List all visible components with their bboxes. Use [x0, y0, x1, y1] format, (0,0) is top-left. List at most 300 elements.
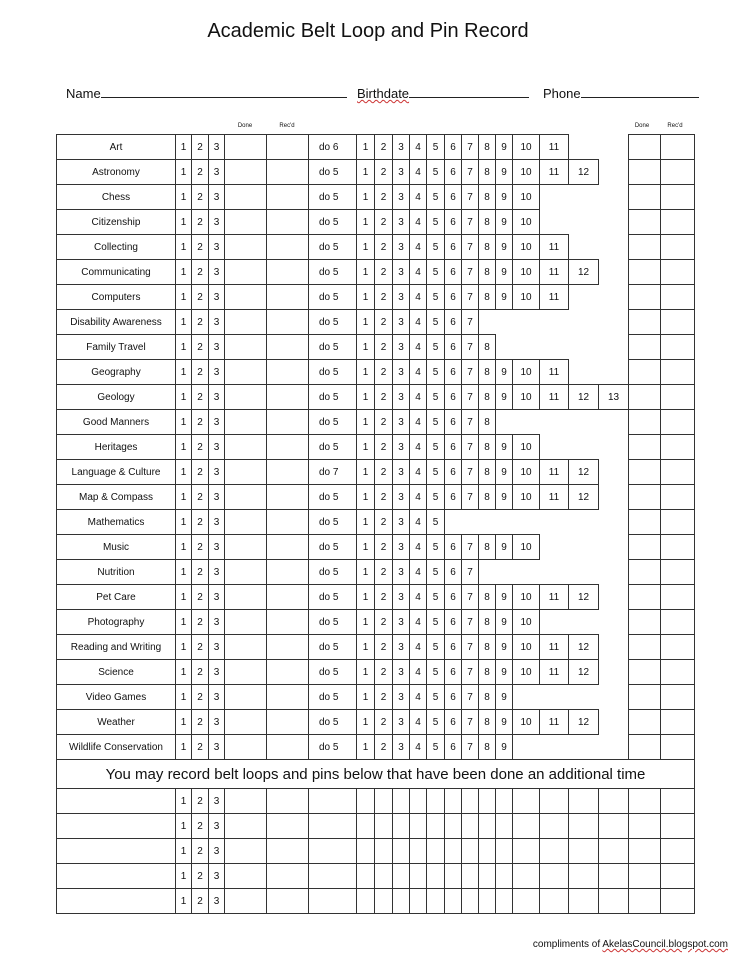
blank-cell[interactable] [357, 789, 375, 814]
pin-done-cell[interactable] [629, 510, 661, 535]
belt-loop-recd-cell[interactable] [267, 335, 309, 360]
blank-cell[interactable] [479, 814, 496, 839]
pin-requirement-5[interactable]: 5 [427, 585, 445, 610]
pin-recd-cell[interactable] [661, 410, 695, 435]
pin-recd-cell[interactable] [661, 610, 695, 635]
belt-loop-recd-cell[interactable] [267, 635, 309, 660]
pin-requirement-5[interactable]: 5 [427, 710, 445, 735]
pin-requirement-4[interactable]: 4 [410, 235, 427, 260]
loop-requirement-1[interactable]: 1 [176, 535, 192, 560]
loop-requirement-1[interactable]: 1 [176, 185, 192, 210]
pin-requirement-8[interactable]: 8 [479, 185, 496, 210]
loop-requirement-3[interactable]: 3 [209, 560, 225, 585]
pin-done-cell[interactable] [629, 135, 661, 160]
pin-requirement-7[interactable]: 7 [462, 535, 479, 560]
pin-requirement-5[interactable]: 5 [427, 635, 445, 660]
pin-requirement-8[interactable]: 8 [479, 285, 496, 310]
pin-requirement-4[interactable]: 4 [410, 410, 427, 435]
blank-cell[interactable] [629, 814, 661, 839]
pin-requirement-7[interactable]: 7 [462, 460, 479, 485]
pin-recd-cell[interactable] [661, 535, 695, 560]
phone-field[interactable] [543, 86, 699, 101]
pin-requirement-9[interactable]: 9 [496, 710, 513, 735]
blank-cell[interactable] [496, 789, 513, 814]
pin-requirement-5[interactable]: 5 [427, 235, 445, 260]
pin-requirement-3[interactable]: 3 [393, 285, 410, 310]
loop-requirement-3[interactable]: 3 [209, 814, 225, 839]
loop-requirement-1[interactable]: 1 [176, 585, 192, 610]
pin-requirement-2[interactable]: 2 [375, 385, 393, 410]
pin-done-cell[interactable] [629, 485, 661, 510]
pin-requirement-9[interactable]: 9 [496, 210, 513, 235]
loop-requirement-3[interactable]: 3 [209, 135, 225, 160]
pin-requirement-9[interactable]: 9 [496, 735, 513, 760]
belt-loop-done-cell[interactable] [225, 235, 267, 260]
pin-requirement-10[interactable]: 10 [513, 635, 540, 660]
pin-requirement-2[interactable]: 2 [375, 710, 393, 735]
loop-requirement-1[interactable]: 1 [176, 685, 192, 710]
blank-cell[interactable] [357, 839, 375, 864]
pin-requirement-6[interactable]: 6 [445, 360, 462, 385]
blank-cell[interactable] [479, 864, 496, 889]
blank-cell[interactable] [393, 839, 410, 864]
pin-requirement-6[interactable]: 6 [445, 310, 462, 335]
belt-loop-recd-cell[interactable] [267, 385, 309, 410]
blank-cell[interactable] [225, 839, 267, 864]
blank-cell[interactable] [513, 789, 540, 814]
pin-requirement-5[interactable]: 5 [427, 385, 445, 410]
pin-requirement-9[interactable]: 9 [496, 235, 513, 260]
pin-requirement-4[interactable]: 4 [410, 560, 427, 585]
blank-cell[interactable] [427, 814, 445, 839]
loop-requirement-2[interactable]: 2 [192, 485, 209, 510]
pin-requirement-2[interactable]: 2 [375, 585, 393, 610]
pin-requirement-1[interactable]: 1 [357, 185, 375, 210]
belt-loop-done-cell[interactable] [225, 135, 267, 160]
belt-loop-recd-cell[interactable] [267, 735, 309, 760]
pin-requirement-4[interactable]: 4 [410, 135, 427, 160]
blank-cell[interactable] [661, 889, 695, 914]
blank-cell[interactable] [375, 889, 393, 914]
pin-requirement-9[interactable]: 9 [496, 685, 513, 710]
pin-requirement-2[interactable]: 2 [375, 235, 393, 260]
pin-requirement-5[interactable]: 5 [427, 185, 445, 210]
pin-requirement-9[interactable]: 9 [496, 360, 513, 385]
belt-loop-done-cell[interactable] [225, 185, 267, 210]
blank-cell[interactable] [375, 864, 393, 889]
loop-requirement-3[interactable]: 3 [209, 235, 225, 260]
pin-done-cell[interactable] [629, 735, 661, 760]
belt-loop-done-cell[interactable] [225, 435, 267, 460]
pin-recd-cell[interactable] [661, 660, 695, 685]
belt-loop-recd-cell[interactable] [267, 535, 309, 560]
pin-recd-cell[interactable] [661, 135, 695, 160]
loop-requirement-2[interactable]: 2 [192, 385, 209, 410]
pin-done-cell[interactable] [629, 560, 661, 585]
blank-cell[interactable] [661, 789, 695, 814]
pin-requirement-4[interactable]: 4 [410, 385, 427, 410]
blank-cell[interactable] [357, 889, 375, 914]
pin-requirement-9[interactable]: 9 [496, 260, 513, 285]
loop-requirement-2[interactable]: 2 [192, 535, 209, 560]
pin-requirement-2[interactable]: 2 [375, 610, 393, 635]
loop-requirement-1[interactable]: 1 [176, 864, 192, 889]
pin-requirement-3[interactable]: 3 [393, 235, 410, 260]
loop-requirement-1[interactable]: 1 [176, 710, 192, 735]
pin-requirement-6[interactable]: 6 [445, 635, 462, 660]
pin-requirement-6[interactable]: 6 [445, 485, 462, 510]
loop-requirement-1[interactable]: 1 [176, 485, 192, 510]
pin-requirement-5[interactable]: 5 [427, 685, 445, 710]
blank-cell[interactable] [599, 789, 629, 814]
pin-requirement-10[interactable]: 10 [513, 360, 540, 385]
pin-requirement-7[interactable]: 7 [462, 135, 479, 160]
blank-cell[interactable] [513, 814, 540, 839]
name-field[interactable] [66, 86, 347, 101]
pin-requirement-6[interactable]: 6 [445, 285, 462, 310]
loop-requirement-3[interactable]: 3 [209, 635, 225, 660]
pin-requirement-10[interactable]: 10 [513, 435, 540, 460]
blank-cell[interactable] [569, 839, 599, 864]
pin-requirement-3[interactable]: 3 [393, 660, 410, 685]
pin-requirement-8[interactable]: 8 [479, 360, 496, 385]
blank-cell[interactable] [599, 814, 629, 839]
pin-requirement-10[interactable]: 10 [513, 710, 540, 735]
pin-requirement-1[interactable]: 1 [357, 260, 375, 285]
belt-loop-recd-cell[interactable] [267, 235, 309, 260]
belt-loop-recd-cell[interactable] [267, 485, 309, 510]
pin-requirement-5[interactable]: 5 [427, 210, 445, 235]
pin-requirement-1[interactable]: 1 [357, 510, 375, 535]
pin-requirement-5[interactable]: 5 [427, 460, 445, 485]
loop-requirement-3[interactable]: 3 [209, 285, 225, 310]
pin-requirement-1[interactable]: 1 [357, 535, 375, 560]
blank-cell[interactable] [462, 814, 479, 839]
pin-requirement-10[interactable]: 10 [513, 235, 540, 260]
belt-loop-recd-cell[interactable] [267, 660, 309, 685]
blank-cell[interactable] [375, 789, 393, 814]
blank-cell[interactable] [513, 864, 540, 889]
pin-requirement-6[interactable]: 6 [445, 535, 462, 560]
blank-cell[interactable] [462, 839, 479, 864]
loop-requirement-2[interactable]: 2 [192, 460, 209, 485]
pin-done-cell[interactable] [629, 460, 661, 485]
pin-requirement-12[interactable]: 12 [569, 160, 599, 185]
blank-cell[interactable] [496, 889, 513, 914]
pin-requirement-4[interactable]: 4 [410, 585, 427, 610]
pin-done-cell[interactable] [629, 260, 661, 285]
pin-requirement-1[interactable]: 1 [357, 685, 375, 710]
birthdate-field[interactable] [357, 86, 529, 101]
loop-requirement-3[interactable]: 3 [209, 485, 225, 510]
loop-requirement-1[interactable]: 1 [176, 360, 192, 385]
loop-requirement-2[interactable]: 2 [192, 814, 209, 839]
pin-done-cell[interactable] [629, 210, 661, 235]
pin-requirement-11[interactable]: 11 [540, 710, 569, 735]
blank-cell[interactable] [629, 789, 661, 814]
pin-requirement-1[interactable]: 1 [357, 235, 375, 260]
blank-cell[interactable] [513, 839, 540, 864]
belt-loop-done-cell[interactable] [225, 560, 267, 585]
blank-cell[interactable] [661, 864, 695, 889]
pin-done-cell[interactable] [629, 710, 661, 735]
pin-recd-cell[interactable] [661, 460, 695, 485]
pin-recd-cell[interactable] [661, 385, 695, 410]
loop-requirement-3[interactable]: 3 [209, 735, 225, 760]
belt-loop-recd-cell[interactable] [267, 210, 309, 235]
blank-cell[interactable] [393, 814, 410, 839]
pin-requirement-5[interactable]: 5 [427, 660, 445, 685]
pin-requirement-1[interactable]: 1 [357, 735, 375, 760]
pin-requirement-6[interactable]: 6 [445, 210, 462, 235]
blank-cell[interactable] [445, 789, 462, 814]
pin-recd-cell[interactable] [661, 735, 695, 760]
pin-requirement-2[interactable]: 2 [375, 160, 393, 185]
pin-requirement-4[interactable]: 4 [410, 460, 427, 485]
pin-requirement-9[interactable]: 9 [496, 185, 513, 210]
pin-requirement-10[interactable]: 10 [513, 285, 540, 310]
pin-requirement-1[interactable]: 1 [357, 385, 375, 410]
loop-requirement-1[interactable]: 1 [176, 460, 192, 485]
pin-recd-cell[interactable] [661, 185, 695, 210]
loop-requirement-2[interactable]: 2 [192, 735, 209, 760]
pin-done-cell[interactable] [629, 535, 661, 560]
pin-recd-cell[interactable] [661, 560, 695, 585]
pin-requirement-8[interactable]: 8 [479, 585, 496, 610]
blank-cell[interactable] [410, 864, 427, 889]
pin-recd-cell[interactable] [661, 635, 695, 660]
pin-requirement-2[interactable]: 2 [375, 485, 393, 510]
belt-loop-recd-cell[interactable] [267, 310, 309, 335]
pin-requirement-2[interactable]: 2 [375, 210, 393, 235]
blank-cell[interactable] [427, 864, 445, 889]
pin-requirement-6[interactable]: 6 [445, 435, 462, 460]
pin-requirement-2[interactable]: 2 [375, 360, 393, 385]
pin-requirement-10[interactable]: 10 [513, 160, 540, 185]
blank-cell[interactable] [462, 789, 479, 814]
pin-requirement-3[interactable]: 3 [393, 560, 410, 585]
pin-requirement-10[interactable]: 10 [513, 585, 540, 610]
pin-requirement-10[interactable]: 10 [513, 660, 540, 685]
pin-requirement-4[interactable]: 4 [410, 610, 427, 635]
loop-requirement-2[interactable]: 2 [192, 635, 209, 660]
pin-requirement-11[interactable]: 11 [540, 160, 569, 185]
loop-requirement-2[interactable]: 2 [192, 185, 209, 210]
belt-loop-done-cell[interactable] [225, 460, 267, 485]
pin-requirement-3[interactable]: 3 [393, 710, 410, 735]
pin-requirement-8[interactable]: 8 [479, 710, 496, 735]
blank-cell[interactable] [267, 789, 309, 814]
blank-cell[interactable] [357, 814, 375, 839]
belt-loop-recd-cell[interactable] [267, 185, 309, 210]
pin-requirement-4[interactable]: 4 [410, 360, 427, 385]
pin-recd-cell[interactable] [661, 310, 695, 335]
loop-requirement-3[interactable]: 3 [209, 889, 225, 914]
pin-requirement-6[interactable]: 6 [445, 685, 462, 710]
blank-cell[interactable] [569, 814, 599, 839]
loop-requirement-1[interactable]: 1 [176, 789, 192, 814]
pin-requirement-1[interactable]: 1 [357, 710, 375, 735]
loop-requirement-3[interactable]: 3 [209, 435, 225, 460]
pin-requirement-9[interactable]: 9 [496, 135, 513, 160]
pin-requirement-10[interactable]: 10 [513, 460, 540, 485]
belt-loop-done-cell[interactable] [225, 685, 267, 710]
blank-cell[interactable] [309, 889, 357, 914]
pin-requirement-11[interactable]: 11 [540, 260, 569, 285]
blank-subject-cell[interactable] [57, 839, 176, 864]
pin-requirement-1[interactable]: 1 [357, 610, 375, 635]
pin-requirement-7[interactable]: 7 [462, 335, 479, 360]
belt-loop-recd-cell[interactable] [267, 560, 309, 585]
pin-requirement-12[interactable]: 12 [569, 385, 599, 410]
blank-cell[interactable] [445, 864, 462, 889]
blank-subject-cell[interactable] [57, 789, 176, 814]
pin-done-cell[interactable] [629, 360, 661, 385]
loop-requirement-3[interactable]: 3 [209, 260, 225, 285]
loop-requirement-2[interactable]: 2 [192, 435, 209, 460]
belt-loop-done-cell[interactable] [225, 510, 267, 535]
pin-requirement-4[interactable]: 4 [410, 260, 427, 285]
pin-requirement-5[interactable]: 5 [427, 535, 445, 560]
pin-requirement-6[interactable]: 6 [445, 585, 462, 610]
pin-requirement-5[interactable]: 5 [427, 410, 445, 435]
loop-requirement-1[interactable]: 1 [176, 385, 192, 410]
pin-requirement-10[interactable]: 10 [513, 535, 540, 560]
pin-requirement-3[interactable]: 3 [393, 535, 410, 560]
blank-cell[interactable] [427, 839, 445, 864]
pin-requirement-10[interactable]: 10 [513, 260, 540, 285]
loop-requirement-2[interactable]: 2 [192, 685, 209, 710]
pin-requirement-6[interactable]: 6 [445, 260, 462, 285]
loop-requirement-2[interactable]: 2 [192, 360, 209, 385]
blank-cell[interactable] [569, 889, 599, 914]
loop-requirement-3[interactable]: 3 [209, 210, 225, 235]
pin-requirement-3[interactable]: 3 [393, 685, 410, 710]
loop-requirement-1[interactable]: 1 [176, 889, 192, 914]
pin-requirement-8[interactable]: 8 [479, 160, 496, 185]
pin-requirement-5[interactable]: 5 [427, 435, 445, 460]
pin-requirement-10[interactable]: 10 [513, 210, 540, 235]
blank-cell[interactable] [393, 889, 410, 914]
pin-requirement-3[interactable]: 3 [393, 410, 410, 435]
belt-loop-done-cell[interactable] [225, 635, 267, 660]
pin-done-cell[interactable] [629, 235, 661, 260]
loop-requirement-2[interactable]: 2 [192, 510, 209, 535]
pin-requirement-6[interactable]: 6 [445, 560, 462, 585]
pin-requirement-1[interactable]: 1 [357, 310, 375, 335]
loop-requirement-2[interactable]: 2 [192, 839, 209, 864]
blank-cell[interactable] [629, 839, 661, 864]
pin-requirement-3[interactable]: 3 [393, 460, 410, 485]
blank-cell[interactable] [496, 814, 513, 839]
blank-cell[interactable] [267, 814, 309, 839]
pin-requirement-3[interactable]: 3 [393, 635, 410, 660]
belt-loop-done-cell[interactable] [225, 360, 267, 385]
belt-loop-done-cell[interactable] [225, 410, 267, 435]
belt-loop-recd-cell[interactable] [267, 585, 309, 610]
pin-requirement-8[interactable]: 8 [479, 235, 496, 260]
pin-recd-cell[interactable] [661, 360, 695, 385]
pin-requirement-6[interactable]: 6 [445, 660, 462, 685]
pin-requirement-5[interactable]: 5 [427, 510, 445, 535]
pin-requirement-1[interactable]: 1 [357, 360, 375, 385]
pin-recd-cell[interactable] [661, 435, 695, 460]
pin-requirement-7[interactable]: 7 [462, 310, 479, 335]
pin-requirement-7[interactable]: 7 [462, 610, 479, 635]
pin-requirement-1[interactable]: 1 [357, 435, 375, 460]
pin-requirement-5[interactable]: 5 [427, 260, 445, 285]
pin-requirement-4[interactable]: 4 [410, 285, 427, 310]
pin-recd-cell[interactable] [661, 485, 695, 510]
pin-requirement-7[interactable]: 7 [462, 485, 479, 510]
blank-cell[interactable] [496, 839, 513, 864]
loop-requirement-3[interactable]: 3 [209, 864, 225, 889]
belt-loop-recd-cell[interactable] [267, 460, 309, 485]
belt-loop-recd-cell[interactable] [267, 260, 309, 285]
pin-requirement-7[interactable]: 7 [462, 660, 479, 685]
pin-requirement-7[interactable]: 7 [462, 585, 479, 610]
blank-cell[interactable] [393, 789, 410, 814]
blank-cell[interactable] [267, 864, 309, 889]
loop-requirement-2[interactable]: 2 [192, 260, 209, 285]
loop-requirement-3[interactable]: 3 [209, 410, 225, 435]
belt-loop-done-cell[interactable] [225, 535, 267, 560]
pin-requirement-9[interactable]: 9 [496, 485, 513, 510]
belt-loop-done-cell[interactable] [225, 310, 267, 335]
pin-requirement-4[interactable]: 4 [410, 660, 427, 685]
pin-requirement-9[interactable]: 9 [496, 385, 513, 410]
pin-requirement-6[interactable]: 6 [445, 385, 462, 410]
loop-requirement-1[interactable]: 1 [176, 210, 192, 235]
pin-done-cell[interactable] [629, 635, 661, 660]
pin-requirement-5[interactable]: 5 [427, 135, 445, 160]
pin-requirement-2[interactable]: 2 [375, 560, 393, 585]
pin-requirement-1[interactable]: 1 [357, 660, 375, 685]
pin-requirement-3[interactable]: 3 [393, 135, 410, 160]
pin-done-cell[interactable] [629, 335, 661, 360]
pin-requirement-1[interactable]: 1 [357, 285, 375, 310]
pin-done-cell[interactable] [629, 585, 661, 610]
pin-requirement-1[interactable]: 1 [357, 560, 375, 585]
pin-done-cell[interactable] [629, 685, 661, 710]
pin-requirement-4[interactable]: 4 [410, 535, 427, 560]
blank-cell[interactable] [267, 839, 309, 864]
pin-requirement-5[interactable]: 5 [427, 485, 445, 510]
loop-requirement-2[interactable]: 2 [192, 585, 209, 610]
pin-requirement-5[interactable]: 5 [427, 610, 445, 635]
pin-requirement-8[interactable]: 8 [479, 260, 496, 285]
pin-requirement-9[interactable]: 9 [496, 435, 513, 460]
pin-requirement-12[interactable]: 12 [569, 260, 599, 285]
belt-loop-recd-cell[interactable] [267, 285, 309, 310]
pin-requirement-1[interactable]: 1 [357, 160, 375, 185]
blank-cell[interactable] [375, 839, 393, 864]
blank-cell[interactable] [599, 864, 629, 889]
loop-requirement-2[interactable]: 2 [192, 560, 209, 585]
pin-done-cell[interactable] [629, 660, 661, 685]
pin-requirement-2[interactable]: 2 [375, 685, 393, 710]
pin-done-cell[interactable] [629, 435, 661, 460]
pin-requirement-7[interactable]: 7 [462, 385, 479, 410]
loop-requirement-3[interactable]: 3 [209, 185, 225, 210]
pin-requirement-4[interactable]: 4 [410, 335, 427, 360]
blank-cell[interactable] [445, 839, 462, 864]
blank-cell[interactable] [462, 889, 479, 914]
loop-requirement-1[interactable]: 1 [176, 135, 192, 160]
pin-requirement-3[interactable]: 3 [393, 260, 410, 285]
pin-requirement-7[interactable]: 7 [462, 635, 479, 660]
pin-requirement-6[interactable]: 6 [445, 160, 462, 185]
